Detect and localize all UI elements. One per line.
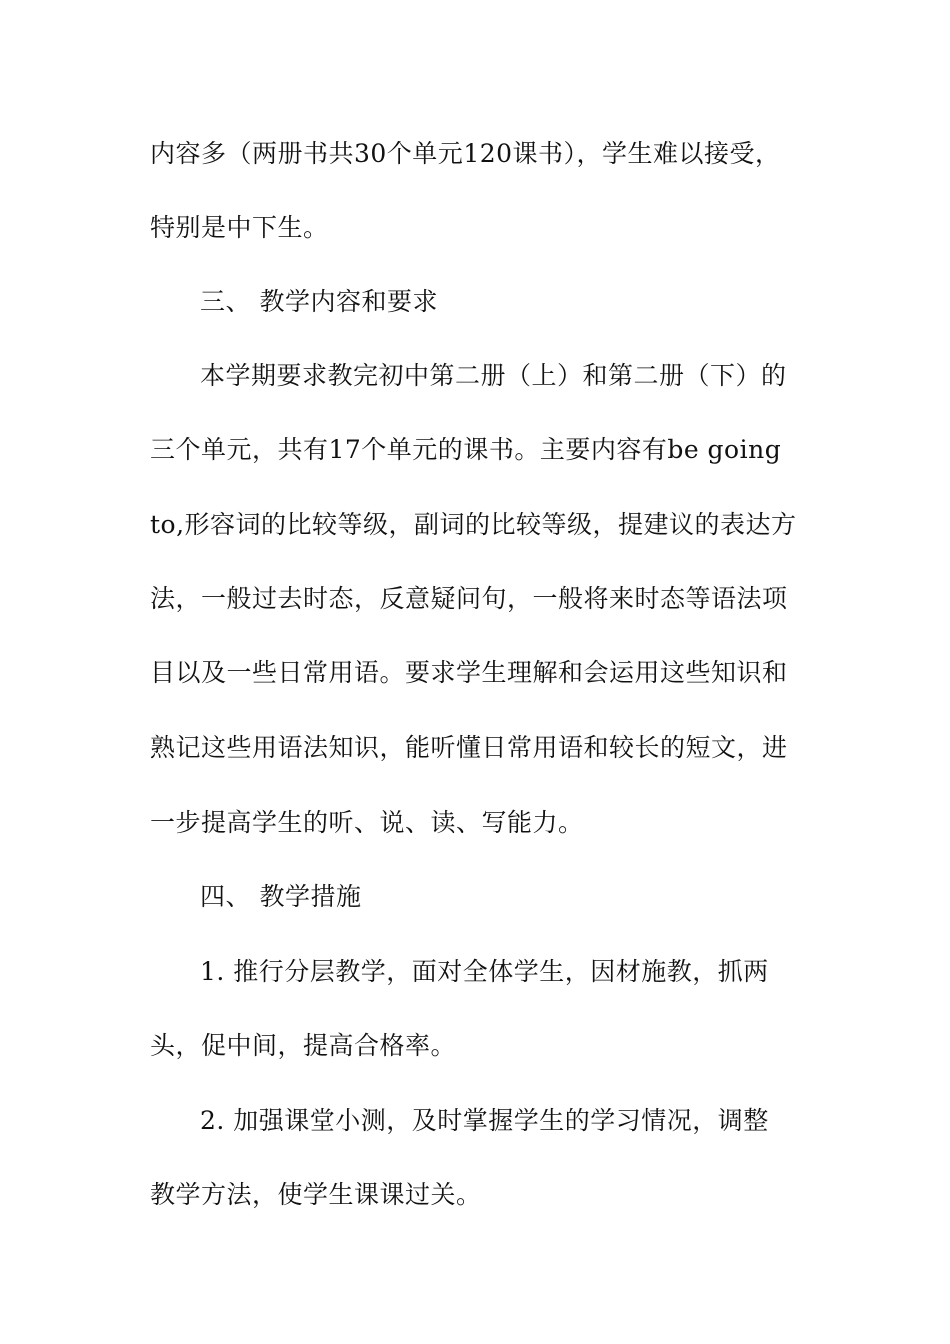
list-item: 2. 加强课堂小测，及时掌握学生的学习情况，调整 bbox=[200, 1106, 769, 1135]
list-item-continuation: 头，促中间，提高合格率。 bbox=[150, 1031, 457, 1060]
list-item-continuation: 教学方法，使学生课课过关。 bbox=[150, 1180, 482, 1209]
paragraph-line: to,形容词的比较等级，副词的比较等级，提建议的表达方 bbox=[150, 510, 797, 539]
paragraph-line: 一步提高学生的听、说、读、写能力。 bbox=[150, 808, 584, 837]
section-heading: 四、 教学措施 bbox=[200, 882, 362, 911]
paragraph-line: 目以及一些日常用语。要求学生理解和会运用这些知识和 bbox=[150, 658, 788, 687]
paragraph-line: 熟记这些用语法知识，能听懂日常用语和较长的短文，进 bbox=[150, 733, 788, 762]
paragraph-line: 三个单元，共有17个单元的课书。主要内容有be going bbox=[150, 435, 782, 464]
section-heading: 三、 教学内容和要求 bbox=[200, 287, 438, 316]
paragraph-line: 内容多（两册书共30个单元120课书），学生难以接受， bbox=[150, 139, 781, 168]
list-item: 1. 推行分层教学，面对全体学生，因材施教，抓两 bbox=[200, 957, 769, 986]
paragraph-line: 法，一般过去时态，反意疑问句，一般将来时态等语法项 bbox=[150, 584, 788, 613]
paragraph-line: 特别是中下生。 bbox=[150, 213, 329, 242]
paragraph-line: 本学期要求教完初中第二册（上）和第二册（下）的 bbox=[200, 361, 787, 390]
